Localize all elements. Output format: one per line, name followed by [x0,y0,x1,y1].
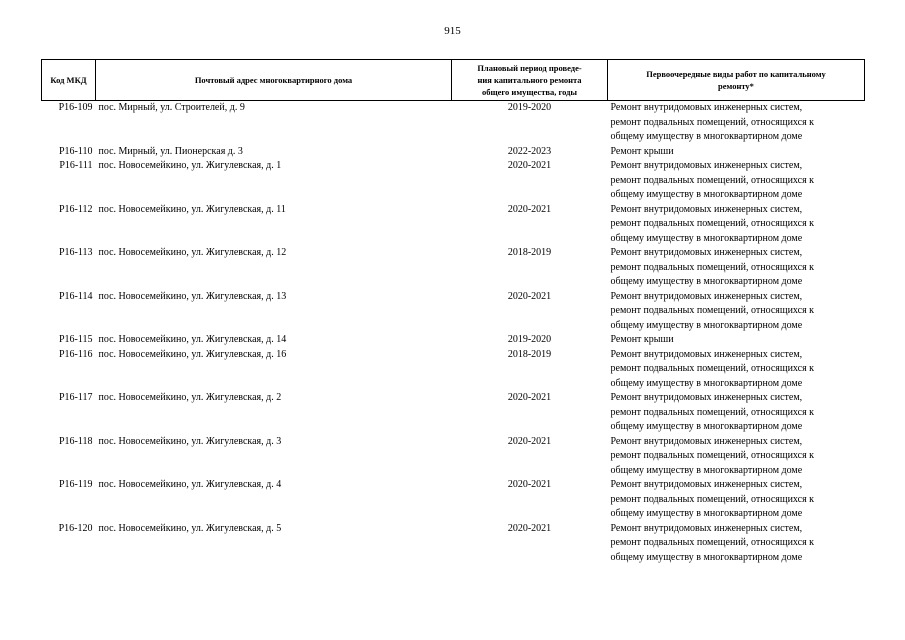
works-line: общему имуществу в многоквартирном доме [610,377,803,389]
works-line: общему имуществу в многоквартирном доме [610,421,803,432]
works-line: общему имуществу в многоквартирном доме [610,464,803,476]
address-cell: пос. Новосемейкино, ул. Жигулевская, д. 14 [98,334,287,345]
works-cell [608,101,865,145]
period-cell: 2020-2021 [507,392,552,403]
address-cell: пос. Новосемейкино, ул. Жигулевская, д. 13 [98,290,287,302]
works-line: Ремонт внутридомовых инженерных систем, [610,479,803,490]
header-address: Почтовый адрес многоквартирного дома [96,60,452,101]
table-row [42,333,865,348]
mkd-code-cell: Р16-115 [58,334,93,345]
works-cell [608,478,865,522]
works-line: Ремонт внутридомовых инженерных систем, [610,522,803,534]
period-cell: 2020-2021 [507,479,552,490]
period-cell: 2018-2019 [507,348,552,360]
period-cell: 2018-2019 [507,247,552,258]
table-header-row [42,60,865,101]
works-cell [608,159,865,203]
works-cell [608,435,865,479]
works-line: ремонт подвальных помещений, относящихся к [610,450,815,461]
mkd-code-cell: Р16-118 [58,435,93,447]
period-cell: 2020-2021 [507,203,552,215]
works-line: ремонт подвальных помещений, относящихся к [610,406,815,418]
works-cell [608,203,865,247]
address-cell: пос. Мирный, ул. Пионерская д. 3 [98,145,243,157]
works-line: ремонт подвальных помещений, относящихся к [610,116,815,128]
table-row [42,145,865,160]
table-row [42,348,865,392]
works-line: ремонт подвальных помещений, относящихся к [610,218,815,229]
header-period-line: ния капитального ремонта [477,75,582,85]
works-line: Ремонт внутридомовых инженерных систем, [610,290,803,302]
table-row [42,290,865,334]
period-cell: 2022-2023 [507,145,552,157]
works-line: общему имуществу в многоквартирном доме [610,276,803,287]
header-works-line: Первоочередные виды работ по капитальному [646,69,826,79]
table-row [42,101,865,145]
table-row [42,478,865,522]
works-line: Ремонт крыши [610,334,674,345]
table-row [42,435,865,479]
works-line: Ремонт внутридомовых инженерных систем, [610,435,803,447]
table-row [42,246,865,290]
works-line: Ремонт внутридомовых инженерных систем, [610,247,803,258]
works-line: Ремонт внутридомовых инженерных систем, [610,102,803,113]
address-cell: пос. Новосемейкино, ул. Жигулевская, д. 5 [98,522,282,534]
period-cell: 2020-2021 [507,290,552,302]
works-cell [608,290,865,334]
period-cell: 2019-2020 [507,102,552,113]
period-cell: 2020-2021 [507,522,552,534]
works-line: ремонт подвальных помещений, относящихся к [610,174,815,186]
header-period [452,60,608,101]
mkd-code-cell: Р16-120 [58,522,93,534]
address-cell: пос. Новосемейкино, ул. Жигулевская, д. 3 [98,435,282,447]
works-cell [608,333,865,348]
page-number: 915 [444,25,461,37]
works-line: общему имуществу в многоквартирном доме [610,232,803,244]
address-cell: пос. Новосемейкино, ул. Жигулевская, д. 2 [98,392,282,403]
works-line: Ремонт внутридомовых инженерных систем, [610,348,803,360]
table-row [42,391,865,435]
repair-schedule-table [41,59,865,565]
works-line: Ремонт внутридомовых инженерных систем, [610,203,803,215]
address-cell: пос. Новосемейкино, ул. Жигулевская, д. 1 [98,160,282,171]
header-period-line: общего имущества, годы [481,87,578,97]
works-cell [608,145,865,160]
mkd-code-cell: Р16-110 [58,145,93,157]
works-cell [608,391,865,435]
works-line: общему имуществу в многоквартирном доме [610,189,803,200]
header-code: Код МКД [42,60,96,101]
header-period-line: Плановый период проведе- [477,63,582,73]
works-line: общему имуществу в многоквартирном доме [610,319,803,331]
address-cell: пос. Новосемейкино, ул. Жигулевская, д. 16 [98,348,287,360]
table-body [42,101,865,566]
works-line: Ремонт крыши [610,145,674,157]
mkd-code-cell: Р16-114 [58,290,93,302]
period-cell: 2020-2021 [507,160,552,171]
works-cell [608,348,865,392]
header-works-line: ремонту* [718,81,754,91]
works-line: общему имуществу в многоквартирном доме [610,551,803,563]
table-row [42,159,865,203]
works-line: ремонт подвальных помещений, относящихся к [610,363,815,374]
mkd-code-cell: Р16-113 [58,247,93,258]
works-line: общему имуществу в многоквартирном доме [610,131,803,142]
period-cell: 2019-2020 [507,334,552,345]
address-cell: пос. Мирный, ул. Строителей, д. 9 [98,102,245,113]
mkd-code-cell: Р16-112 [58,203,93,215]
table-row [42,203,865,247]
address-cell: пос. Новосемейкино, ул. Жигулевская, д. 11 [98,203,286,215]
works-line: ремонт подвальных помещений, относящихся к [610,493,815,505]
period-cell: 2020-2021 [507,435,552,447]
mkd-code-cell: Р16-109 [58,102,93,113]
works-line: общему имуществу в многоквартирном доме [610,508,803,519]
address-cell: пос. Новосемейкино, ул. Жигулевская, д. 12 [98,247,287,258]
works-line: ремонт подвальных помещений, относящихся к [610,261,815,273]
mkd-code-cell: Р16-116 [58,348,93,360]
table-row [42,522,865,566]
works-cell [608,246,865,290]
header-works [608,60,865,101]
mkd-code-cell: Р16-117 [58,392,93,403]
works-line: ремонт подвальных помещений, относящихся к [610,305,815,316]
mkd-code-cell: Р16-111 [59,160,93,171]
address-cell: пос. Новосемейкино, ул. Жигулевская, д. 4 [98,479,282,490]
works-line: Ремонт внутридомовых инженерных систем, [610,392,803,403]
mkd-code-cell: Р16-119 [58,479,93,490]
works-line: Ремонт внутридомовых инженерных систем, [610,160,803,171]
works-cell [608,522,865,566]
works-line: ремонт подвальных помещений, относящихся к [610,537,815,548]
